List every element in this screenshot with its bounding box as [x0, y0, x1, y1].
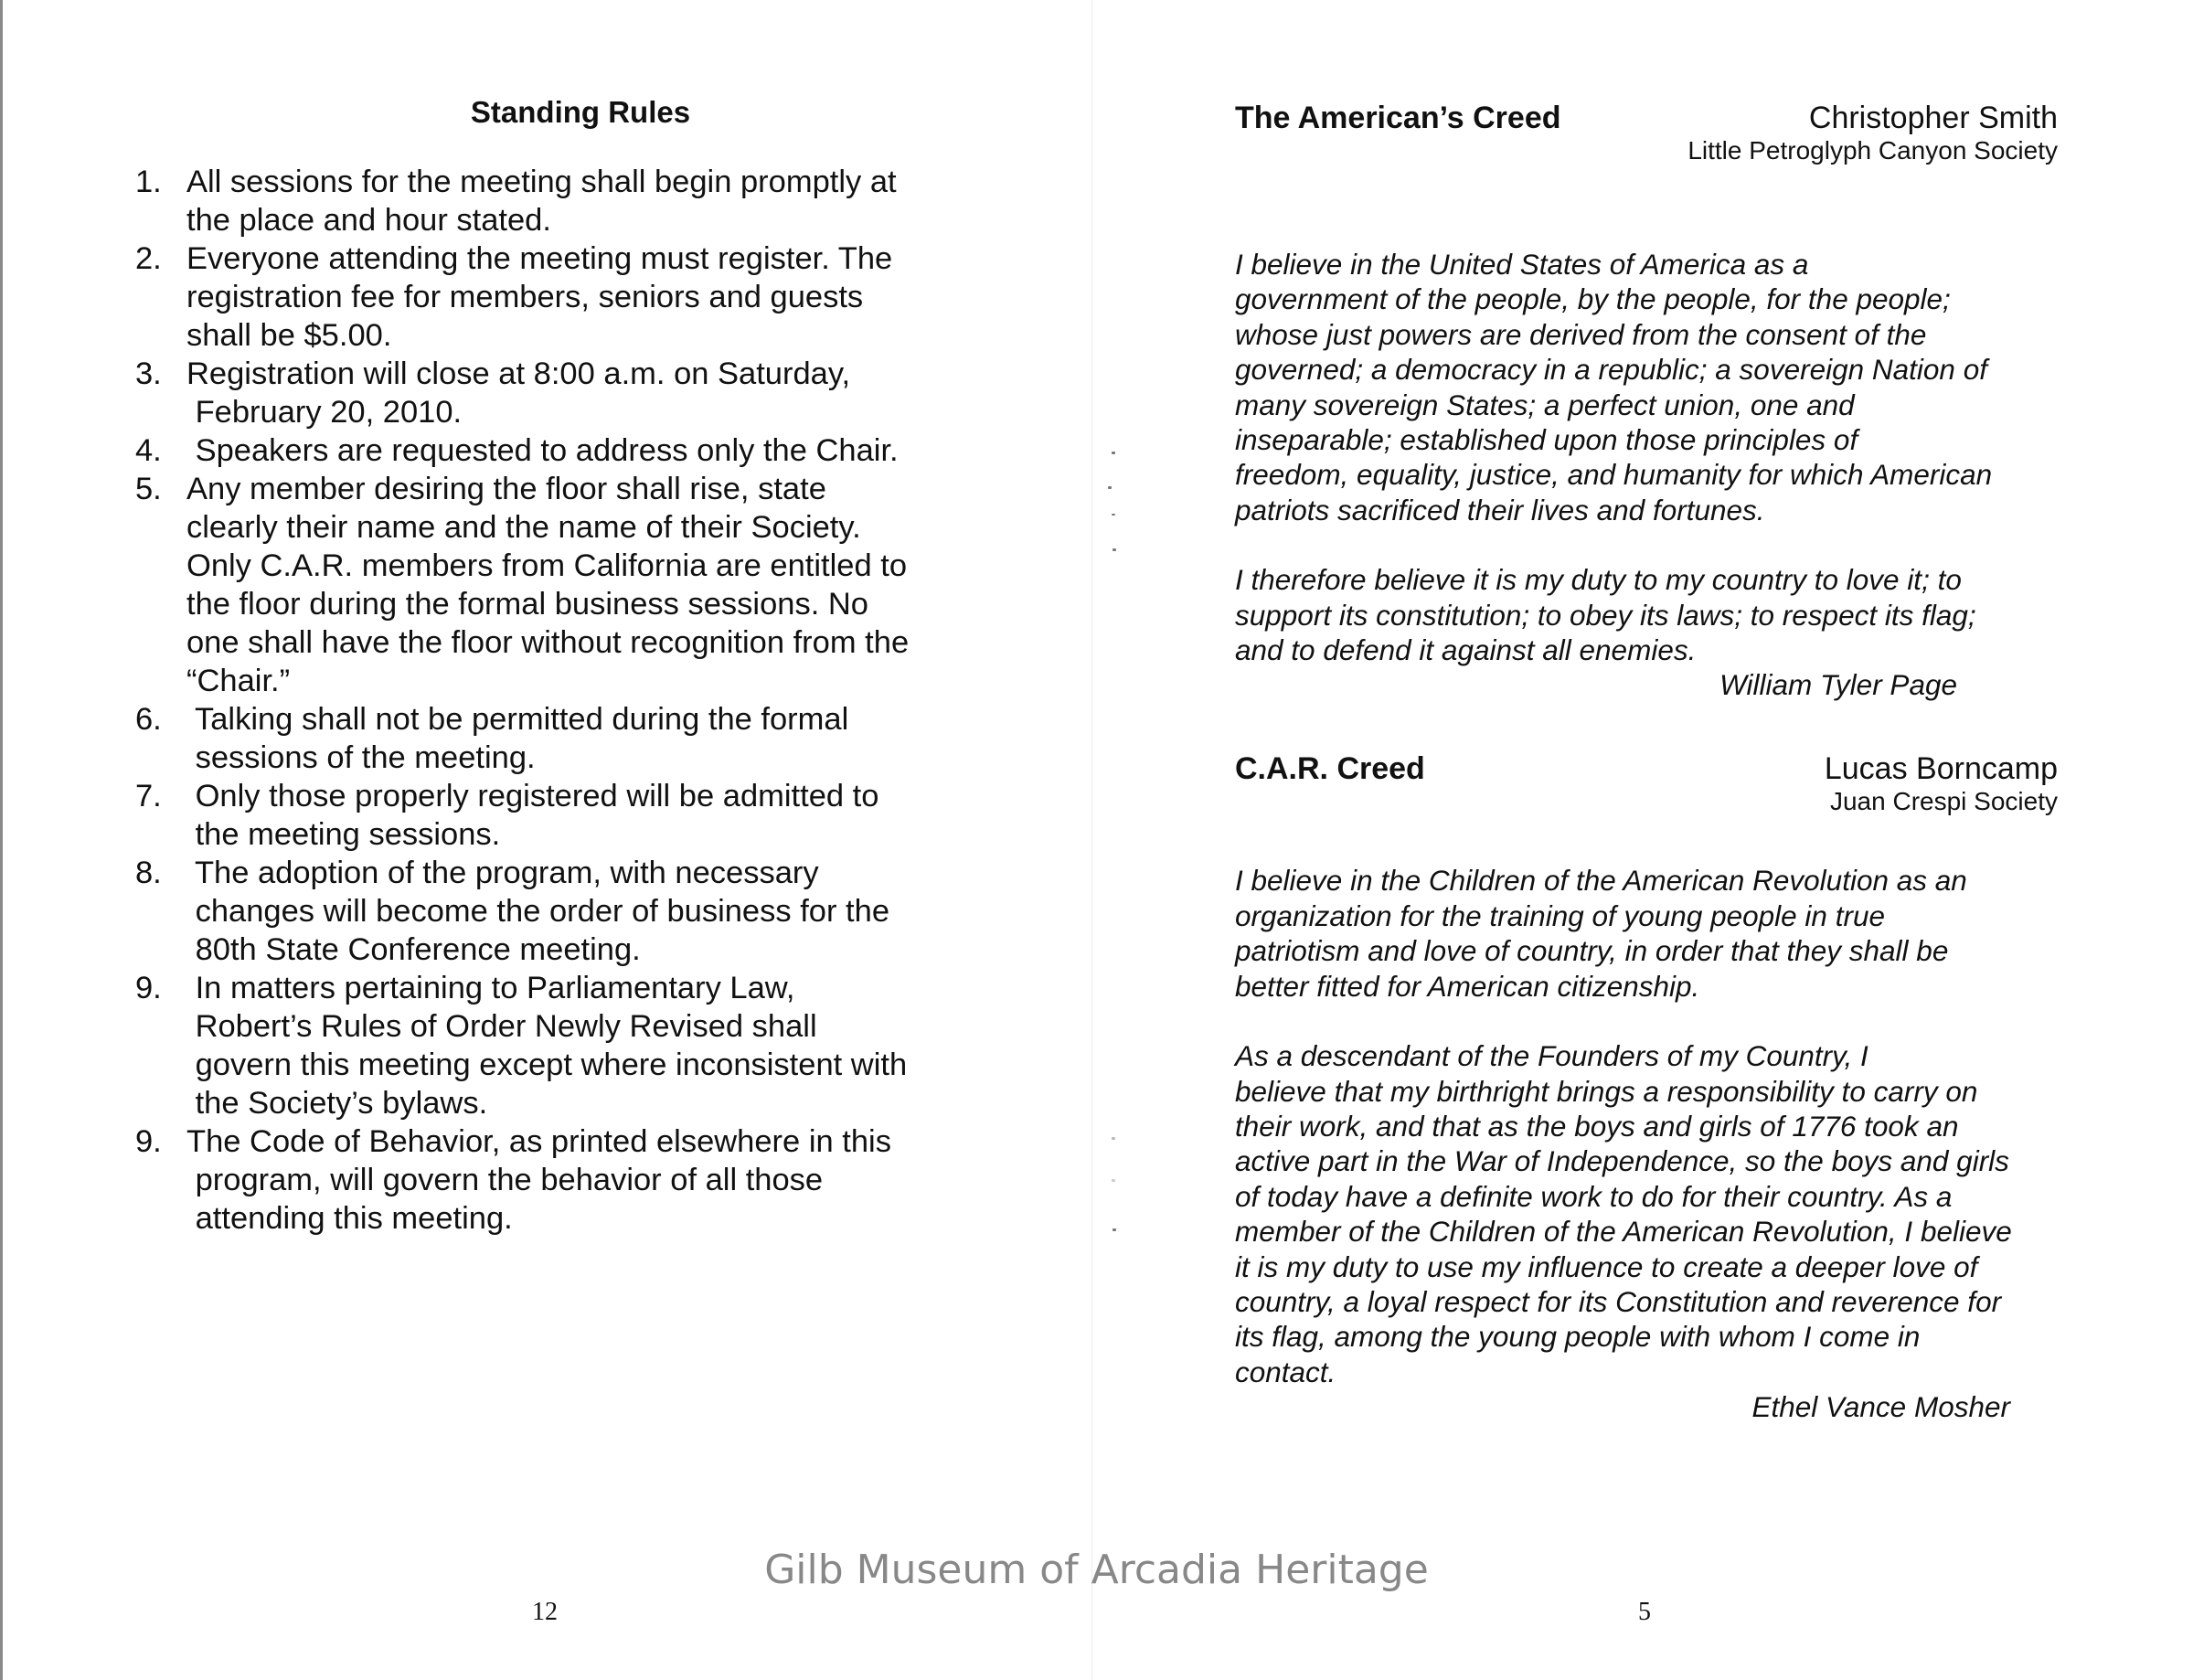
text-line: whose just powers are derived from the consent of the	[1235, 317, 1927, 351]
american-creed-title: The American’s Creed	[1235, 101, 1561, 135]
text-line: patriotism and love of country, in order that they shall be	[1235, 934, 1949, 968]
presenter-society: Little Petroglyph Canyon Society	[1687, 136, 2058, 165]
car-creed-author: Ethel Vance Mosher	[1751, 1390, 2010, 1424]
rule-text-line: Registration will close at 8:00 a.m. on Saturday,	[186, 356, 851, 391]
rule-text-line: govern this meeting except where inconsistent with	[186, 1047, 908, 1082]
rule-text-line: clearly their name and the name of their Society.	[186, 510, 861, 545]
rule-text-line: In matters pertaining to Parliamentary Law,	[186, 971, 795, 1005]
standing-rule-item	[128, 355, 978, 431]
rule-text-line: attending this meeting.	[186, 1201, 513, 1236]
standing-rule-item	[128, 700, 978, 777]
standing-rule-item	[128, 239, 978, 355]
rule-text-line: sessions of the meeting.	[186, 740, 536, 775]
rule-text-line: Talking shall not be permitted during the formal	[186, 702, 849, 737]
rule-number: 6.	[135, 702, 162, 737]
rule-text-line: the floor during the formal business sessions. No	[186, 587, 868, 622]
standing-rule-item	[128, 163, 978, 239]
rule-number: 8.	[135, 856, 162, 890]
scan-specks	[1106, 448, 1124, 558]
rule-text-line: one shall have the floor without recognition from the	[186, 625, 910, 660]
scan-left-edge	[0, 0, 3, 1680]
right-page	[1235, 101, 2058, 1424]
rule-number: 5.	[135, 472, 162, 506]
text-line: patriots sacrificed their lives and fortunes.	[1235, 493, 1765, 526]
rule-text-line: Everyone attending the meeting must register. The	[186, 241, 893, 276]
text-line: inseparable; established upon those principles of	[1235, 423, 1858, 457]
rule-text-line: All sessions for the meeting shall begin promptly at	[186, 165, 897, 199]
page-number-right: 5	[1638, 1598, 1651, 1626]
text-line: country, a loyal respect for its Constitution and reverence for	[1235, 1284, 2002, 1318]
text-line: support its constitution; to obey its laws; to respect its flag;	[1235, 598, 1976, 632]
standing-rule-item	[128, 470, 978, 700]
standing-rule-item	[128, 1122, 978, 1238]
rule-text-line: 80th State Conference meeting.	[186, 932, 641, 967]
rule-number: 9.	[135, 971, 162, 1005]
text-line: better fitted for American citizenship.	[1235, 969, 1700, 1003]
center-fold-line	[1091, 0, 1092, 1680]
rule-text-line: The Code of Behavior, as printed elsewhere in this	[186, 1124, 891, 1159]
text-line: and to defend it against all enemies.	[1235, 633, 1697, 667]
watermark: Gilb Museum of Arcadia Heritage	[764, 1547, 1429, 1593]
text-line: governed; a democracy in a republic; a sovereign Nation of	[1235, 353, 1987, 387]
rule-text-line: shall be $5.00.	[186, 318, 392, 353]
text-line: organization for the training of young people in true	[1235, 898, 1885, 932]
american-creed-paragraph-1	[1235, 247, 2058, 527]
text-line: freedom, equality, justice, and humanity for which American	[1235, 458, 1993, 492]
car-creed-presenter	[1825, 751, 2058, 817]
rule-text-line: the Society’s bylaws.	[186, 1086, 488, 1121]
american-creed-author: William Tyler Page	[1719, 668, 1957, 702]
rule-number: 2.	[135, 241, 162, 276]
rule-text-line: the meeting sessions.	[186, 817, 501, 852]
rule-number: 7.	[135, 779, 162, 813]
rule-text-line: Only those properly registered will be admitted to	[186, 779, 879, 813]
text-line: government of the people, by the people, for the people;	[1235, 282, 1951, 316]
rule-text-line: The adoption of the program, with necessary	[186, 856, 819, 890]
presenter-name: Lucas Borncamp	[1824, 751, 2058, 787]
car-creed-header	[1235, 751, 2058, 824]
rule-text-line: changes will become the order of business for the	[186, 894, 890, 929]
text-line: active part in the War of Independence, so the boys and girls	[1235, 1144, 2009, 1178]
american-creed-section	[1235, 101, 2058, 702]
car-creed-section	[1235, 751, 2058, 1424]
rule-text-line: Any member desiring the floor shall rise, state	[186, 472, 826, 506]
text-line: believe that my birthright brings a responsibility to carry on	[1235, 1074, 1978, 1108]
text-line: I believe in the Children of the American Revolution as an	[1235, 864, 1967, 898]
speck	[1112, 452, 1115, 454]
text-line: of today have a definite work to do for their country. As a	[1235, 1179, 1953, 1213]
standing-rule-item	[128, 969, 978, 1122]
car-creed-paragraph-1	[1235, 863, 2058, 1004]
presenter-society: Juan Crespi Society	[1829, 787, 2058, 816]
text-line: its flag, among the young people with whom I come in	[1235, 1320, 1921, 1354]
speck	[1108, 486, 1112, 489]
text-line: their work, and that as the boys and girls of 1776 took an	[1235, 1109, 1959, 1143]
left-page	[128, 95, 978, 1238]
rule-text-line: Robert’s Rules of Order Newly Revised shall	[186, 1009, 817, 1044]
rule-number: 3.	[135, 356, 162, 391]
american-creed-paragraph-2	[1235, 562, 2058, 667]
standing-rules-title: Standing Rules	[470, 95, 691, 129]
rule-number: 1.	[135, 165, 162, 199]
standing-rule-item	[128, 777, 978, 854]
rule-text-line: Only C.A.R. members from California are entitled to	[186, 548, 908, 583]
speck	[1112, 1228, 1116, 1231]
rule-text-line: February 20, 2010.	[186, 395, 463, 430]
presenter-name: Christopher Smith	[1808, 101, 2058, 135]
rule-text-line: registration fee for members, seniors and guests	[186, 280, 864, 314]
speck	[1112, 548, 1116, 551]
standing-rule-item	[128, 854, 978, 969]
text-line: contact.	[1235, 1355, 1336, 1388]
page-number-left: 12	[532, 1598, 558, 1626]
american-creed-header	[1235, 101, 2058, 174]
rule-number: 4.	[135, 433, 162, 468]
speck	[1112, 514, 1115, 516]
speck	[1112, 1179, 1115, 1182]
rule-text-line: “Chair.”	[186, 664, 291, 698]
car-creed-title: C.A.R. Creed	[1235, 751, 1425, 787]
text-line: I believe in the United States of America as a	[1235, 248, 1809, 281]
scan-specks	[1106, 1133, 1124, 1243]
rule-number: 9.	[135, 1124, 162, 1159]
standing-rule-item	[128, 431, 978, 470]
car-creed-paragraph-2	[1235, 1038, 2058, 1389]
text-line: many sovereign States; a perfect union, one and	[1235, 388, 1855, 421]
rule-text-line: Speakers are requested to address only the Chair.	[186, 433, 899, 468]
text-line: I therefore believe it is my duty to my country to love it; to	[1235, 563, 1962, 597]
rule-text-line: program, will govern the behavior of all those	[186, 1163, 824, 1197]
american-creed-presenter	[1687, 101, 2058, 166]
text-line: member of the Children of the American Revolution, I believe	[1235, 1215, 2012, 1249]
standing-rules-list	[128, 163, 978, 1238]
text-line: it is my duty to use my influence to create a deeper love of	[1235, 1249, 1978, 1283]
speck	[1112, 1137, 1115, 1140]
rule-text-line: the place and hour stated.	[186, 203, 551, 238]
text-line: As a descendant of the Founders of my Country, I	[1235, 1039, 1868, 1073]
